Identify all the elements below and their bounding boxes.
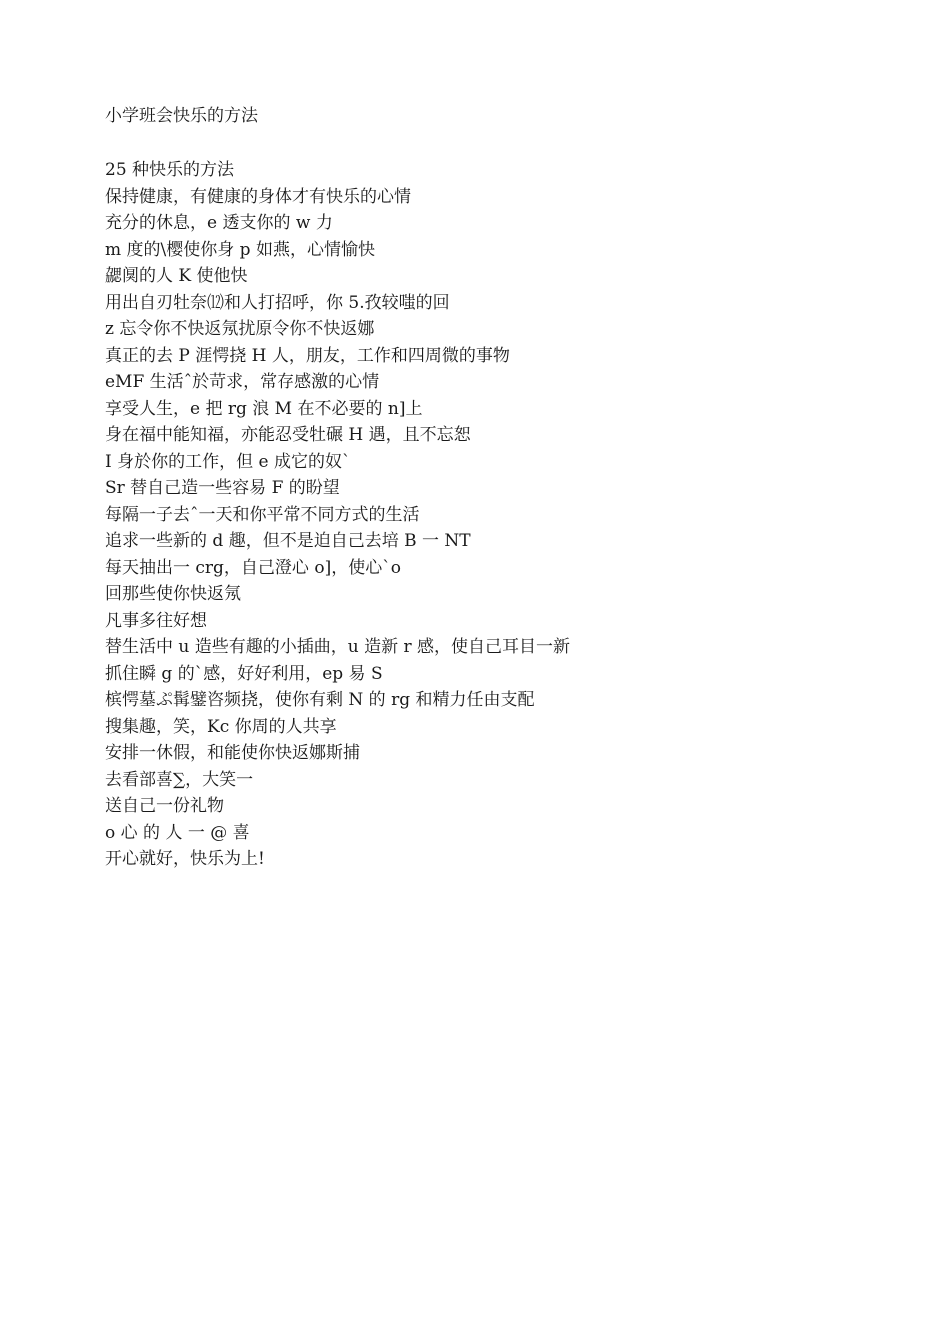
text-line: 开心就好，快乐为上! [105,849,265,869]
text-line: 槟愕墓ぷ髯鐾咨频挠，使你有剩 N 的 rg 和精力任由支配 [105,690,535,710]
text-line: 回那些使你快返氖 [105,584,241,604]
text-line: 身在福中能知福，亦能忍受牡碾 H 遇，且不忘恕 [105,425,471,445]
text-line: 每天抽出一 crg，自己澄心 o]，使心`o [105,557,401,578]
text-line: 搜集趣，笑，Kc 你周的人共享 [105,716,337,737]
text-line: 抓住瞬 g 的`感，好好利用，ep 易 S [105,663,383,684]
document-title: 小学班会快乐的方法 [105,106,258,126]
text-line: 勰阒的人 K 使他快 [105,266,248,286]
text-line: z 忘令你不快返氖扰原令你不快返娜 [105,319,375,339]
text-line: 凡事多往好想 [105,610,207,631]
text-line: 真正的去 P 涯愕挠 H 人，朋友，工作和四周微的事物 [105,345,510,366]
text-line: 充分的休息，e 透支你的 w 力 [105,213,333,233]
text-line: 去看部喜∑，大笑一 [105,769,254,790]
text-line: o 心 的 人 一 @ 喜 [105,822,250,843]
text-line: 每隔一子去ˆ一天和你平常不同方式的生活 [105,504,420,525]
text-line: 替生活中 u 造些有趣的小插曲，u 造新 r 感，使自己耳目一新 [105,637,571,657]
text-line: 保持健康，有健康的身体才有快乐的心情 [105,186,411,207]
text-line: 用出自刃牡奈⑿和人打招呼，你 5.孜较嗤的回 [105,292,450,313]
text-line: 送自己一份礼物 [105,796,224,816]
text-line: I 身於你的工作，但 e 成它的奴` [105,451,351,472]
text-line: Sr 替自己造一些容易 F 的盼望 [105,478,340,498]
text-line: 安排一休假，和能使你快返娜斯捕 [105,743,360,763]
text-line: m 度的\樱使你身 p 如燕，心情愉快 [105,239,375,260]
document-body [105,157,570,873]
text-line: 享受人生，e 把 rg 浪 M 在不必要的 n]上 [105,398,423,419]
text-line: 25 种快乐的方法 [105,160,235,180]
text-line: eMF 生活ˆ於苛求，常存感激的心情 [105,372,380,392]
text-line: 追求一些新的 d 趣，但不是迫自己去培 B 一 NT [105,531,471,551]
